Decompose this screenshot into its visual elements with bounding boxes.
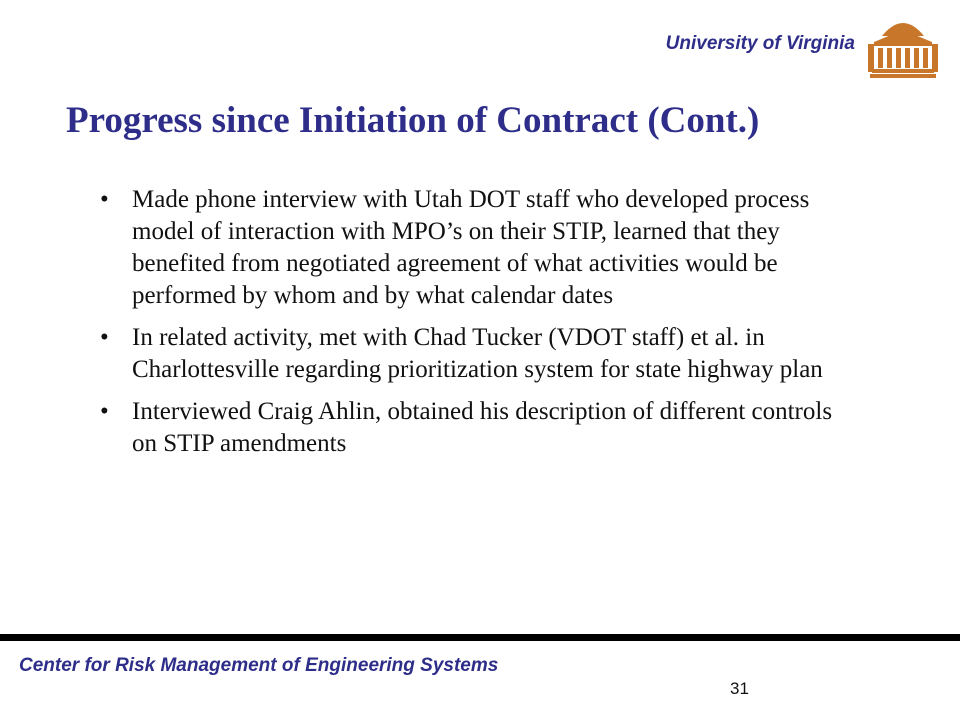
footer-divider	[0, 634, 960, 641]
bullet-item	[100, 184, 860, 312]
bullet-icon: •	[100, 186, 109, 213]
bullet-text: Interviewed Craig Ahlin, obtained his description of different controls on STIP amendments	[132, 398, 833, 457]
bullet-text: In related activity, met with Chad Tucker (VDOT staff) et al. in Charlottesville regarding prioritization system for state highway plan	[132, 324, 823, 383]
slide-title: Progress since Initiation of Contract (Cont.)	[66, 100, 760, 141]
bullet-item	[100, 396, 860, 460]
bullet-text: Made phone interview with Utah DOT staff who developed process model of interaction with MPO’s on their STIP, learned that they benefited from negotiated agreement of what activities would be performed by whom and by what calendar dates	[132, 186, 810, 309]
footer-center-name: Center for Risk Management of Engineering Systems	[19, 655, 499, 676]
page-number: 31	[730, 679, 749, 698]
bullet-icon: •	[100, 398, 109, 425]
rotunda-icon	[868, 14, 938, 80]
bullet-item	[100, 322, 860, 386]
bullet-icon: •	[100, 324, 109, 351]
bullet-list	[100, 184, 860, 470]
header-university: University of Virginia	[665, 33, 855, 54]
